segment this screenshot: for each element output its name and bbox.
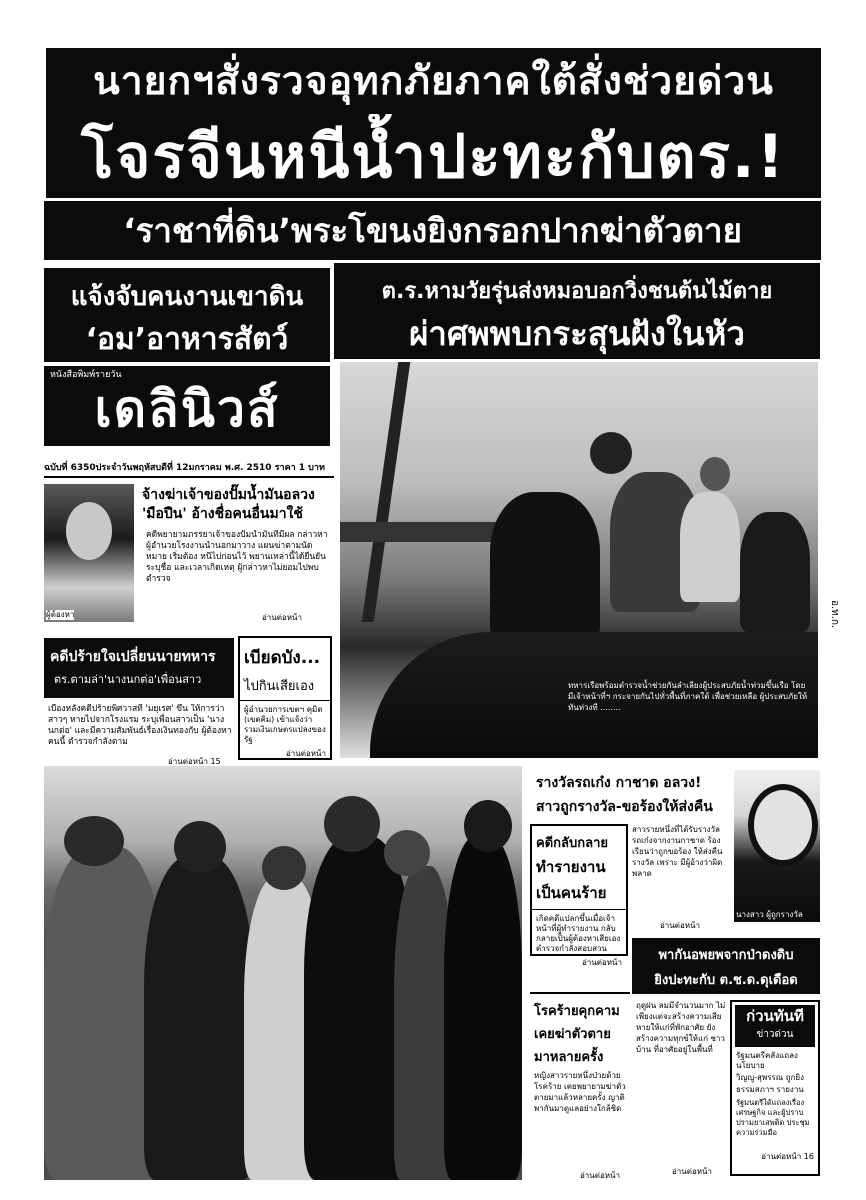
story-beard-subhead: ไปกินเสียเอง <box>240 671 330 701</box>
story-beard-body: ผู้อำนวยการเขตฯ คุมิด (เขตคิม) เข้าแจ้งว่า รวมเงินเกษตรแปลงของรัฐ <box>244 705 326 744</box>
story-report-headline3: เป็นคนร้าย <box>532 879 626 910</box>
story-disease-box <box>530 992 630 1065</box>
story-report-body: เกิดคดีแปลกขึ้นเมื่อเจ้าหน้าที่ผู้ทำรายงาน กลับกลายเป็นผู้ต้องหาเสียเอง ตำรวจกำลังสอบสวน <box>536 914 621 953</box>
story-official-headline: คดีปร้ายใจเปลี่ยนนายทหาร <box>50 649 216 665</box>
story-center-body: ฤดูฝน ลมมีจำนวนมาก ไม่เพียงแต่จะสร้างความเสียหายให้แก่ที่พักอาศัย ยังสร้างความทุกข์ให้แก่ ชาวบ้าน ที่อาศัยอยู่ในพื้นที่ <box>636 1001 726 1054</box>
story-official-headline-block <box>44 638 234 698</box>
right-headline-line1: ต.ร.หามวัยรุ่นส่งหมอบอกวิ่งชนต้นไม้ตาย <box>381 278 773 304</box>
quick-news-title-block <box>735 1005 815 1047</box>
story-beauty-more[interactable]: อ่านต่อหน้า <box>660 921 700 930</box>
masthead-small: หนังสือพิมพ์รายวัน <box>50 370 122 380</box>
flood-photo-caption: ทหารเรือพร้อมตำรวจน้ำช่วยกันลำเลียงผู้ประสบภัยน้ำท่วมขึ้นเรือ โดยมีเจ้าหน้าที่ฯ กระจายกันไปทั่วพื้นที่ภาคใต้ เพื่อช่วยเหลือ ผู้ประสบภัยให้ทันท่วงที ........ <box>568 681 808 712</box>
story-beauty-body: สาวรายหนึ่งที่ได้รับรางวัลรถเก๋งจากงานกาชาด ร้องเรียนว่าถูกขอร้อง ให้ส่งคืนรางวัล เพราะ มีผู้อ้างว่าผิดพลาด <box>632 825 723 878</box>
story-gunfight-block <box>632 938 820 994</box>
right-headline-line2: ผ่าศพพบกระสุนฝังในหัว <box>409 313 745 353</box>
banner-headline-3: ‘ราชาที่ดิน’พระโขนงยิงกรอกปากฆ่าตัวตาย <box>44 198 821 260</box>
portrait-caption: ผู้ต้องหา <box>46 610 75 619</box>
story-official-more[interactable]: อ่านต่อหน้า 15 <box>168 757 221 766</box>
story-beard-box <box>238 636 332 760</box>
story-pump-body: คดีพยายามภรรยาเจ้าของปั๊มน้ำมันที่มีผล กล่าวหาผู้อำนวยโรงงานนำนอกมาวาง แผนฆ่าตามนัดหมาย เริ่มต้อง หนีไปก่อนไว้ พยานเหล่านี้ได้ยืนยัน ระบุชื่อ และเวลาเกิดเหตุ ผู้กล่าวหาไม่ยอมไปพบตำรวจ <box>146 530 328 584</box>
quick-news-box <box>730 1000 820 1176</box>
story-report-box <box>530 824 628 967</box>
story-center-more[interactable]: อ่านต่อหน้า <box>672 1167 712 1176</box>
story-gunfight-headline1: พากันอพยพจากป่าดงดิบ <box>658 947 794 963</box>
quick-news-more[interactable]: อ่านต่อหน้า 16 <box>761 1152 814 1161</box>
right-headline-block <box>334 263 820 359</box>
flood-photo <box>340 362 818 758</box>
quick-news-item-2[interactable]: วิญญู-สุพรรณ ถูกยิง <box>736 1073 805 1082</box>
woman-portrait-caption: นางสาว ผู้ถูกรางวัล <box>736 910 803 919</box>
officials-photo <box>44 766 522 1180</box>
left-headline-line2: ‘อม’อาหารสัตว์ <box>85 321 289 357</box>
story-disease-headline1: โรคร้ายคุกคาม <box>534 1004 620 1019</box>
story-disease-body: หญิงสาวรายหนึ่งป่วยด้วยโรคร้าย เคยพยายามฆ่าตัวตายมาแล้วหลายครั้ง ญาติพากันมาดูแลอย่างใกล้ชิด <box>534 1071 626 1113</box>
story-report-headline2: ทำรายงาน <box>536 858 606 876</box>
story-beauty-headline1: รางวัลรถเก๋ง กาชาด อลวง! <box>536 775 702 791</box>
story-report-more[interactable]: อ่านต่อหน้า <box>582 958 622 967</box>
portrait-photo-man <box>44 484 134 622</box>
quick-news-subtitle: ข่าวด่วน <box>756 1029 794 1040</box>
story-disease-headline2: เคยฆ่าตัวตาย <box>534 1027 611 1042</box>
masthead-name: เดลินิวส์ <box>94 379 280 438</box>
story-disease-headline3: มาหลายครั้ง <box>534 1050 604 1065</box>
story-beauty-headline2: สาวถูกรางวัล-ขอร้องให้ส่งคืน <box>536 799 713 815</box>
quick-news-title: ก่วนทันที <box>746 1007 804 1025</box>
story-official-subhead: ตร.ตามล่า'นางนกต่อ'เพื่อนสาว <box>54 673 202 686</box>
quick-news-body: รัฐมนตรีได้แถลงเรื่องเศรษฐกิจ และผู้ปราบปรามยาเสพติด ประชุมความร่วมมือ <box>736 1098 810 1137</box>
story-pump-headline: จ้างฆ่าเจ้าของปั๊มน้ำมันอลวง 'มือปืน' อ้างชื่อคนอื่นมาใช้ <box>142 487 315 522</box>
story-beard-more[interactable]: อ่านต่อหน้า <box>286 749 326 758</box>
quick-news-item-3[interactable]: ธรรมสภาฯ รายงาน <box>736 1085 804 1094</box>
quick-news-item-1[interactable]: รัฐมนตรีคลังแถลงนโยบาย <box>736 1051 798 1070</box>
story-disease-more[interactable]: อ่านต่อหน้า <box>580 1171 620 1180</box>
story-official-body: เบื้องหลังคดีปร้ายพิศวาสที่ 'มยุเรศ' ขึ้น ให้การว่าสาวๆ หายไปจากโรงแรม ระบุเพื่อนสาวเป็น 'นางนกต่อ' และมีความสัมพันธ์เรื่องเงินทองกับ ผู้ต้องหาคนนี้ ตำรวจกำลังตาม <box>48 704 232 747</box>
photo-credit: อ.ท.ก. <box>829 600 840 629</box>
left-headline-line1: แจ้งจับคนงานเขาดิน <box>70 281 304 312</box>
banner-headline-2: โจรจีนหนีน้ำปะทะกับตร.! <box>46 114 821 198</box>
story-gunfight-headline2: ยิงปะทะกับ ต.ช.ด.ดุเดือด <box>654 972 798 988</box>
story-pump-more[interactable]: อ่านต่อหน้า <box>262 613 302 622</box>
left-headline-block <box>44 268 330 362</box>
woman-portrait-photo <box>734 770 820 922</box>
issue-line: ฉบับที่ 6350ประจำวันพฤหัสบดีที่ 12มกราคม พ.ศ. 2510 ราคา 1 บาท <box>44 458 334 478</box>
story-report-headline1: คดีกลับกลาย <box>536 836 608 851</box>
story-beard-headline: เบียดบัง... <box>244 648 321 668</box>
masthead <box>44 366 330 446</box>
banner-headline-1: นายกฯสั่งรวจอุทกภัยภาคใต้สั่งช่วยด่วน <box>46 48 821 114</box>
